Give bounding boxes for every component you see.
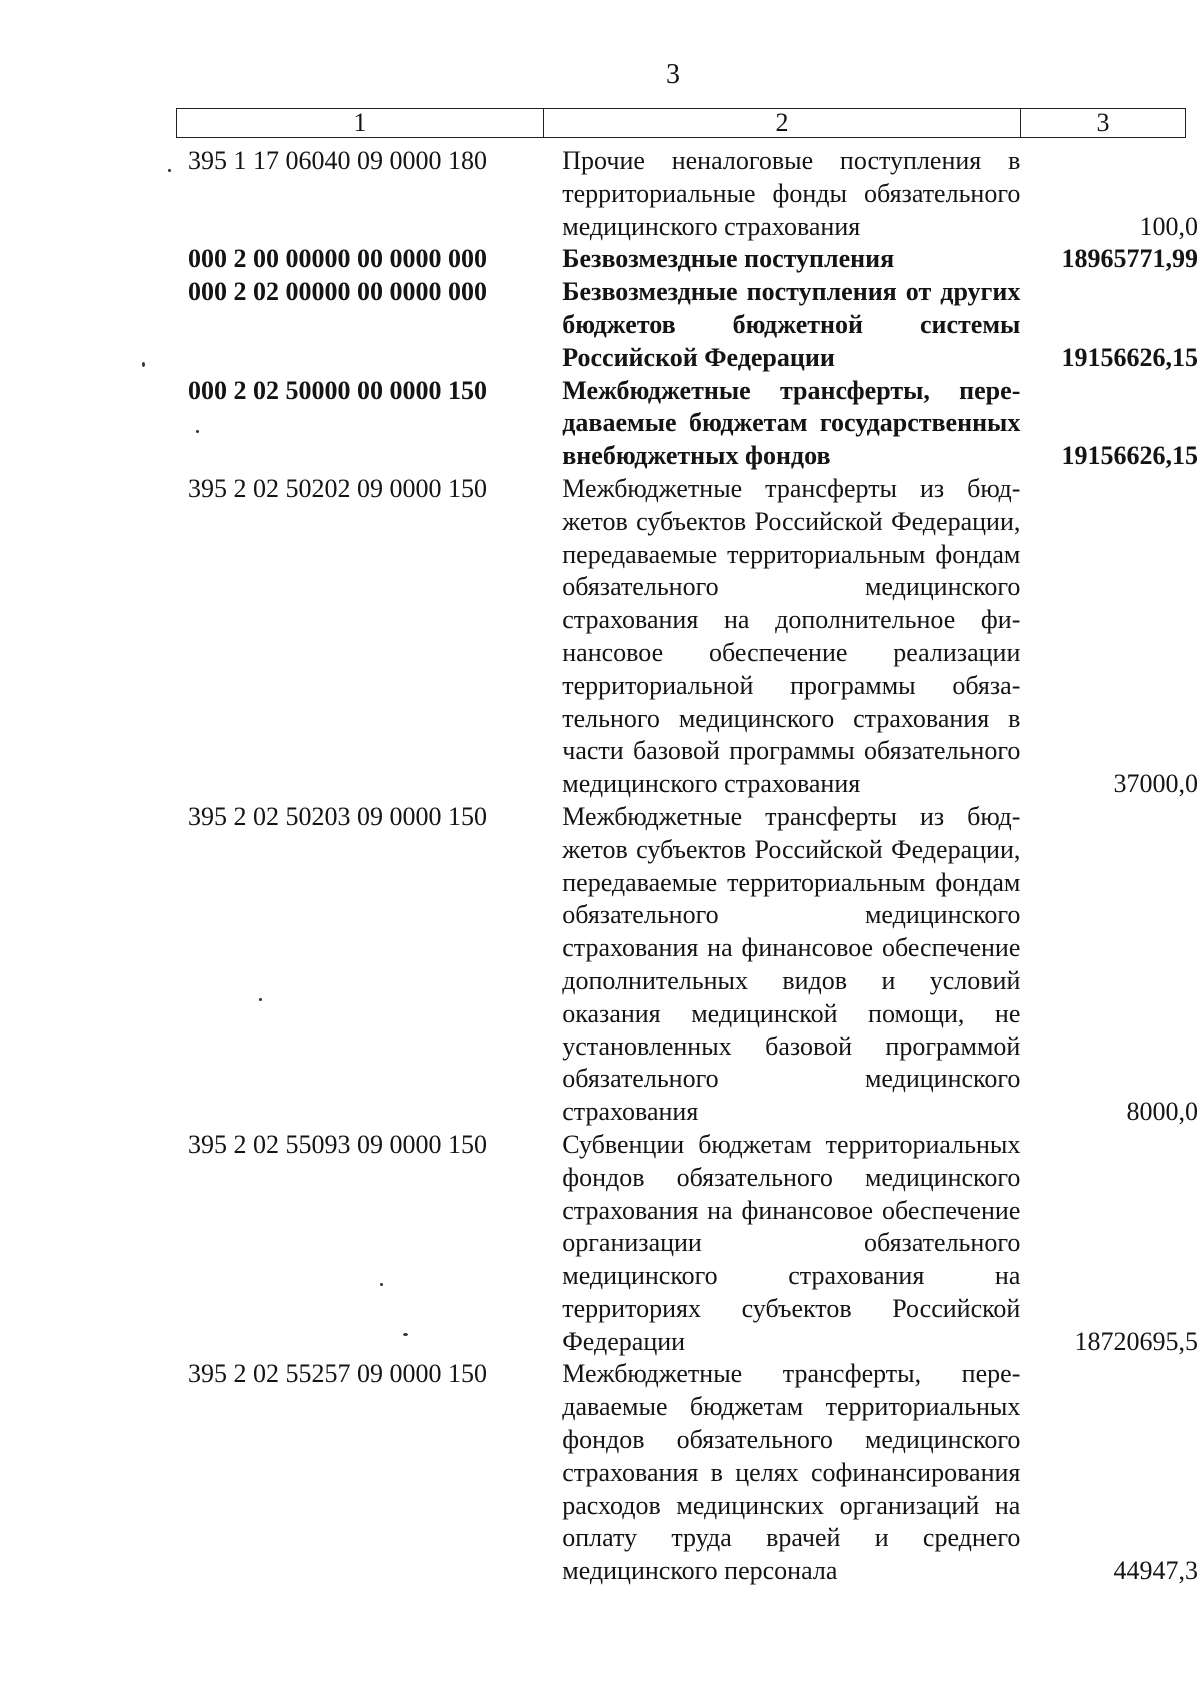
table-row [0, 1358, 1200, 1588]
budget-table-body [0, 145, 1200, 1588]
amount-value: 19156626,15 [1061, 342, 1198, 372]
income-description: Безвозмездные поступления [562, 244, 895, 274]
budget-code: 395 2 02 55257 09 0000 150 [188, 1359, 487, 1389]
table-row [0, 801, 1200, 1129]
table-row [0, 375, 1200, 473]
scan-speck [196, 430, 199, 433]
scan-speck [142, 362, 145, 367]
table-row [0, 145, 1200, 243]
budget-code: 395 1 17 06040 09 0000 180 [188, 146, 487, 175]
amount-value: 8000,0 [1126, 1097, 1198, 1127]
amount-value: 18965771,99 [1061, 244, 1198, 274]
budget-code: 000 2 00 00000 00 0000 000 [188, 244, 487, 274]
income-description: Межбюджетные трансферты, передаваемые бюджетам государственных внебюджетных фондов [562, 375, 1021, 471]
page-number: 3 [666, 59, 680, 90]
table-row [0, 276, 1200, 374]
scan-speck [380, 1283, 383, 1286]
table-row [0, 243, 1200, 276]
scan-speck [259, 998, 262, 1001]
scan-speck [403, 1333, 408, 1336]
budget-code: 395 2 02 55093 09 0000 150 [188, 1129, 487, 1159]
column-header-1: 1 [177, 109, 544, 137]
amount-value: 100,0 [1139, 211, 1198, 241]
income-description: Межбюджетные трансферты из бюджетов субъектов Российской Федерации, передаваемые территориальным фондам обязательного медицинского страхования на финансовое обеспечение дополнительных видов и условий оказания медицинской помощи, не установленных базовой программой обязательного медицинского страхования [562, 801, 1021, 1127]
income-description: Прочие неналоговые поступления в территориальные фонды обязательного медицинского страхования [562, 146, 1021, 241]
amount-value: 18720695,5 [1074, 1326, 1198, 1356]
budget-code: 395 2 02 50203 09 0000 150 [188, 801, 487, 831]
table-row [0, 1129, 1200, 1359]
income-description: Межбюджетные трансферты, передаваемые бюджетам территориальных фондов обязательного медицинского страхования в целях софинансирования расходов медицинских организаций на оплату труда врачей и среднего медицинского персонала [562, 1359, 1021, 1586]
amount-value: 37000,0 [1113, 769, 1198, 799]
budget-code: 395 2 02 50202 09 0000 150 [188, 473, 487, 503]
income-description: Субвенции бюджетам территориальных фондов обязательного медицинского страхования на финансовое обеспечение организации обязательного медицинского страхования на территориях субъектов Российской Федерации [562, 1129, 1021, 1356]
amount-value: 19156626,15 [1061, 441, 1198, 471]
column-header-3: 3 [1096, 108, 1110, 137]
scan-speck [168, 169, 171, 172]
table-row [0, 473, 1200, 801]
table-column-header [176, 108, 1186, 138]
income-description: Межбюджетные трансферты из бюджетов субъектов Российской Федерации, передаваемые территориальным фондам обязательного медицинского страхования на дополнительное финансовое обеспечение реализации территориальной программы обязательного медицинского страхования в части базовой программы обязательного медицинского страхования [562, 473, 1021, 799]
amount-value: 44947,3 [1113, 1556, 1198, 1586]
income-description: Безвозмездные поступления от других бюджетов бюджетной системы Российской Федерации [562, 277, 1021, 372]
budget-code: 000 2 02 50000 00 0000 150 [188, 375, 487, 405]
column-header-2: 2 [544, 109, 1021, 137]
budget-code: 000 2 02 00000 00 0000 000 [188, 277, 487, 307]
